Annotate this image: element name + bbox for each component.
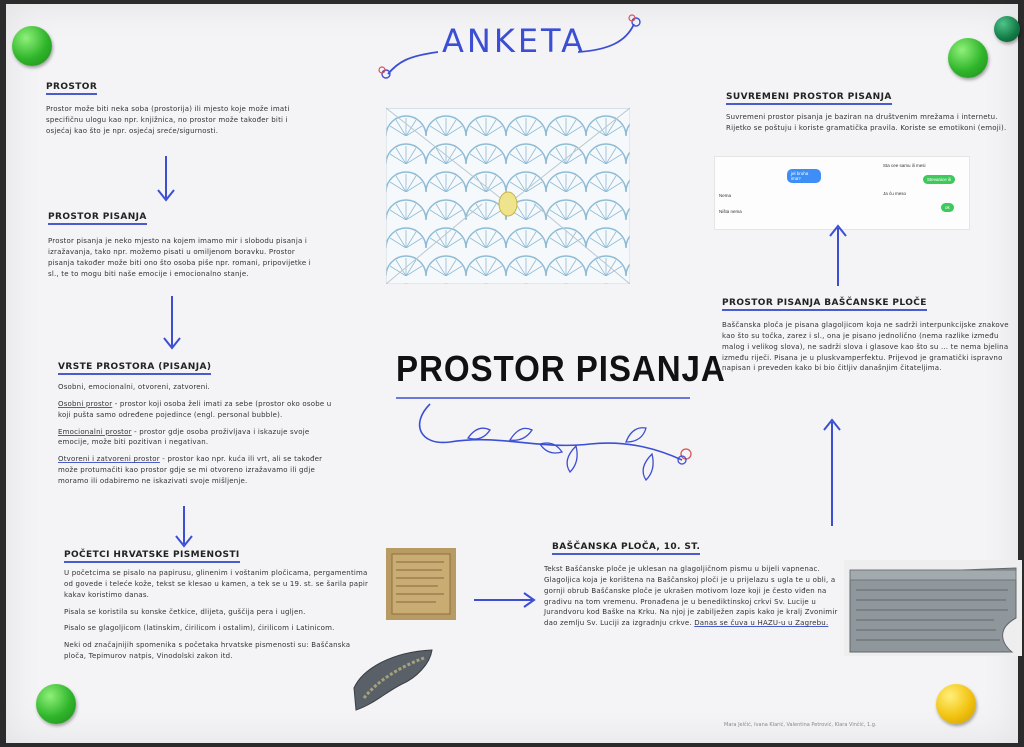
down-arrow-1 <box>154 154 178 204</box>
osobni-text: - prostor koji osoba želi imati za sebe (prostor oko osobe u koji pušta samo određene pojedince (engl. personal bubble). <box>58 399 332 419</box>
pushpin-corner-right <box>994 16 1020 42</box>
chat-left-2: Ništa nema <box>719 209 742 214</box>
envelope-image <box>386 108 630 284</box>
prostor-pisanja-heading: PROSTOR PISANJA <box>48 212 147 225</box>
chat-blue-bubble: jel bruha ima? <box>787 169 821 183</box>
bascanska-heading: BAŠČANSKA PLOČA, 10. ST. <box>552 542 700 555</box>
manuscript-image <box>386 548 456 620</box>
poceci-p3: Pisalo se glagoljicom (latinskim, ćirilicom i ostalim), ćirilicom i Latinicom. <box>64 624 335 633</box>
chat-right-2: Ja ću meso <box>883 191 907 196</box>
authors-signature: Mara Jelčić, Ivana Klarić, Valentina Petrović, Klara Vinčić, 1.g. <box>724 722 877 728</box>
chat-left-1: Nema <box>719 193 732 198</box>
plocica-pisanja-heading: PROSTOR PISANJA BAŠČANSKE PLOČE <box>722 298 927 311</box>
bascanska-tablet-image <box>844 560 1022 656</box>
pushpin-top-right <box>948 38 988 78</box>
pushpin-bottom-right <box>936 684 976 724</box>
down-arrow-2 <box>160 294 184 352</box>
bascanska-tail: Danas se čuva u HAZU-u u Zagrebu. <box>694 619 829 628</box>
stone-fragment-image <box>350 644 436 714</box>
poceci-p1: U početcima se pisalo na papirusu, glinenim i voštanim pločicama, pergamentima od govede i teleće kože, tekst se klesao u kamen, a tek se u 19. st. se šarila papir kakav koristimo danas. <box>64 569 369 599</box>
poceci-p2: Pisala se koristila su konske četkice, dlijeta, guščija pera i ugljen. <box>64 607 306 616</box>
emoc-text: - prostor gdje osoba proživljava i iskazuje svoje emocije, može biti pozitivan i negativan. <box>58 427 310 447</box>
poceci-block <box>64 568 374 668</box>
vrste-intro: Osobni, emocionalni, otvoreni, zatvoreni. <box>58 383 210 391</box>
otv-text: - prostor kao npr. kuća ili vrt, ali se također može protumačiti kao prostor gdje se mi otvoreno izražavamo ili gdje moramo ili odabiremo ne iskazivati svoje mišljenje. <box>58 455 323 485</box>
main-title: PROSTOR PISANJA <box>396 348 726 389</box>
otv-term: Otvoreni i zatvoreni prostor <box>58 455 160 464</box>
bascanska-block <box>544 564 842 629</box>
suvremeni-text: Suvremeni prostor pisanja je baziran na društvenim mrežama i internetu. Rijetko se poštuju i koriste gramatička pravila. Koriste se emotikoni (emoji). <box>726 113 1007 132</box>
chat-screenshot <box>714 156 970 230</box>
vrste-emocionalni <box>58 427 338 449</box>
anketa-title: ANKETA <box>442 22 586 60</box>
down-arrow-3 <box>172 504 196 550</box>
plocica-pisanja-text: Baščanska ploča je pisana glagoljicom koja ne sadrži interpunkcijske znakove kao što su točka, zarez i sl., ona je pisano jednolično (nema razlike između malog i velikog slova), ne sadrži slova i glasove kao što su ... te nema bjelina između riječi. Pisana je u pluskvamperfektu. Prijevod je gramatički ispravno napisan i preveden kako bi bio čitljiv današnjim čitateljima. <box>722 321 1009 373</box>
bascanska-text: Tekst Baščanske ploče je uklesan na glagoljičnom pismu u bijeli vapnenac. Glagoljica koja je korištena na Baščanskoj ploči je u prijelazu s ugla te u obli, a gornji obrub Baščanske ploče je ukrašen motivom loze koji je često viđen na gradivu na tom vremenu. Pronađena je u benediktinskoj crkvi Sv. Lucije u Jurandvoru kod Baške na Krku. Na njoj je zabilježen zapis kako je kralj Zvonimir dao zemlju Sv. Luciji za izgradnju crkve. <box>544 565 838 628</box>
poceci-p4: Neki od značajnijih spomenika s početaka hrvatske pismenosti su: Baščanska ploča, Tepimurov natpis, Vinodolski zakon itd. <box>64 641 351 661</box>
chat-right-1: Sta cee samu ili mesi <box>883 163 926 168</box>
prostor-heading: PROSTOR <box>46 82 97 95</box>
osobni-term: Osobni prostor <box>58 399 113 408</box>
vine-doodle <box>390 394 700 490</box>
chat-green-bubble-2: ok <box>941 203 954 212</box>
up-arrow-1 <box>826 222 850 288</box>
emoc-term: Emocionalni prostor <box>58 427 132 436</box>
poster-board <box>6 4 1018 743</box>
suvremeni-heading: SUVREMENI PROSTOR PISANJA <box>726 92 892 105</box>
pushpin-top-left <box>12 26 52 66</box>
vrste-osobni <box>58 399 338 421</box>
poceci-heading: POČETCI HRVATSKE PISMENOSTI <box>64 550 240 563</box>
pushpin-bottom-left <box>36 684 76 724</box>
prostor-text: Prostor može biti neka soba (prostorija) ili mjesto koje može imati specifičnu ulogu kao npr. knjižnica, no prostor može također biti i osjećaj kao što je npr. osjećaj sreće/sigurnosti. <box>46 105 290 135</box>
vrste-heading: VRSTE PROSTORA (PISANJA) <box>58 362 211 375</box>
chat-green-bubble-1: Stevanice ili <box>923 175 955 184</box>
prostor-pisanja-text: Prostor pisanja je neko mjesto na kojem imamo mir i slobodu pisanja i izražavanja, tako npr. možemo pisati u omiljenom boravku. Prostor pisanja također može biti ono što osoba piše npr. romani, pripovijetke i sl., te to mogu biti naše emocije i emocionalno stanje. <box>48 237 311 278</box>
vrste-otvoreni <box>58 454 338 487</box>
right-arrow <box>472 590 538 610</box>
up-arrow-2 <box>820 416 844 528</box>
vrste-block <box>58 382 338 493</box>
